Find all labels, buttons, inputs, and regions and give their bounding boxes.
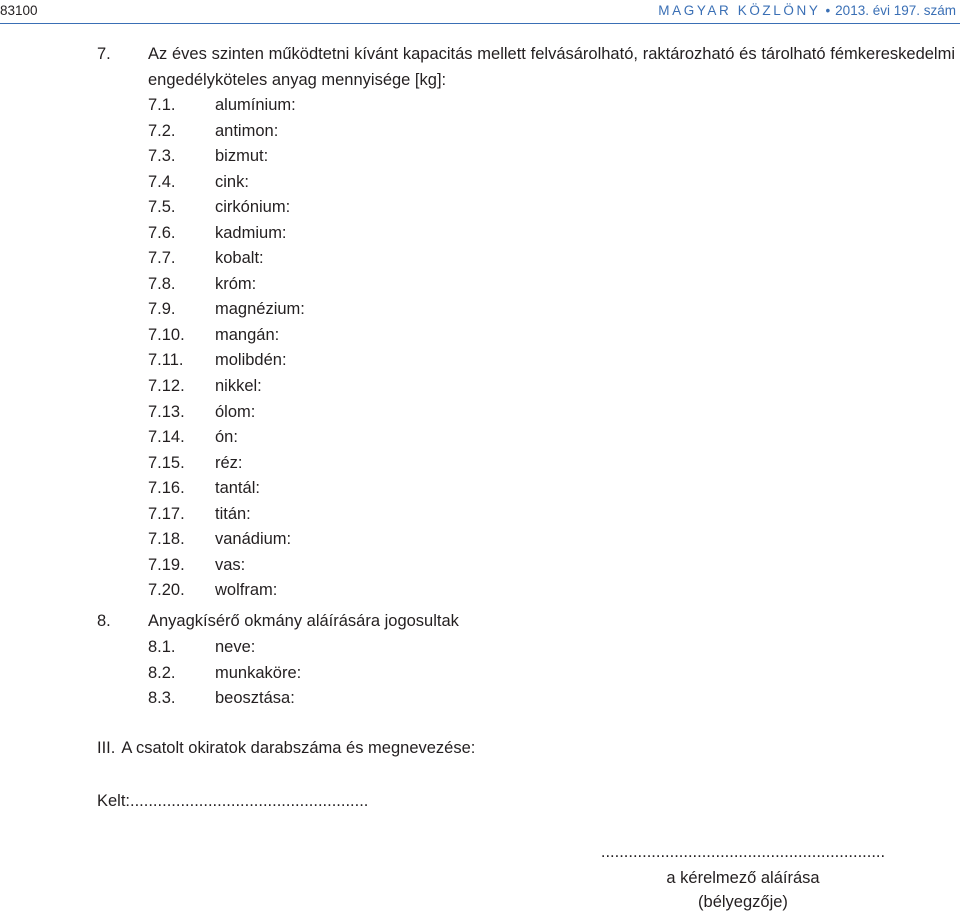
header-separator: • — [825, 3, 831, 18]
item-number: 7.3. — [148, 147, 176, 166]
header-rule — [0, 23, 960, 24]
item-label: cink: — [215, 172, 249, 191]
item-number: 7.12. — [148, 377, 185, 396]
item-number: 7.17. — [148, 504, 185, 523]
item-label: nikkel: — [215, 377, 262, 396]
section-iii — [97, 736, 475, 761]
journal-info — [658, 3, 956, 18]
item-number: 7.10. — [148, 325, 185, 344]
item-number: 7.14. — [148, 428, 185, 447]
date-line: Kelt:.................................................... — [97, 792, 369, 810]
signature-label: a kérelmező aláírása — [666, 869, 820, 887]
item-number: 7.1. — [148, 96, 176, 114]
item-number: 7.18. — [148, 530, 185, 549]
item-label: ón: — [215, 428, 238, 447]
item-label: mangán: — [215, 325, 280, 344]
section-8-number: 8. — [97, 612, 111, 630]
section-7 — [97, 42, 955, 93]
item-label: alumínium: — [215, 96, 296, 114]
stamp-label: (bélyegzője) — [698, 893, 788, 911]
section-7-number: 7. — [97, 45, 111, 63]
section-iii-number: III. — [97, 739, 116, 757]
item-label: tantál: — [215, 479, 260, 498]
item-label: vanádium: — [215, 530, 292, 549]
item-label: cirkónium: — [215, 198, 291, 217]
item-number: 7.9. — [148, 300, 176, 319]
item-number: 7.13. — [148, 402, 185, 421]
item-number: 8.1. — [148, 638, 176, 656]
item-label: titán: — [215, 504, 251, 523]
item-label: molibdén: — [215, 351, 287, 370]
section-8-title: Anyagkísérő okmány aláírására jogosultak — [148, 612, 459, 630]
section-7-text: Az éves szinten működtetni kívánt kapacitás mellett felvásárolható, raktározható és tárolható fémkereskedelmi engedélyköteles anyag mennyisége [kg]: — [148, 45, 955, 89]
item-label: beosztása: — [215, 689, 295, 708]
item-label: réz: — [215, 453, 243, 472]
item-number: 7.16. — [148, 479, 185, 498]
item-label: neve: — [215, 638, 256, 656]
item-label: antimon: — [215, 121, 279, 140]
item-label: ólom: — [215, 402, 256, 421]
item-number: 8.3. — [148, 689, 176, 708]
item-number: 8.2. — [148, 663, 176, 682]
item-label: vas: — [215, 555, 246, 574]
item-number: 7.5. — [148, 198, 176, 217]
item-number: 7.6. — [148, 223, 176, 242]
page-number: 83100 — [0, 3, 38, 18]
item-number: 7.20. — [148, 581, 185, 600]
item-number: 7.8. — [148, 274, 176, 293]
page-header — [0, 0, 960, 24]
signature-line: .............................................................. — [600, 843, 886, 861]
item-number: 7.2. — [148, 121, 176, 140]
journal-issue: 2013. évi 197. szám — [835, 3, 956, 18]
journal-name: MAGYAR KÖZLÖNY — [658, 3, 821, 18]
item-label: wolfram: — [215, 581, 278, 600]
item-label: munkaköre: — [215, 663, 302, 682]
item-label: króm: — [215, 274, 257, 293]
item-number: 7.19. — [148, 555, 185, 574]
item-label: bizmut: — [215, 147, 269, 166]
item-number: 7.7. — [148, 249, 176, 268]
item-number: 7.4. — [148, 172, 176, 191]
item-label: magnézium: — [215, 300, 305, 319]
item-label: kobalt: — [215, 249, 264, 268]
item-number: 7.15. — [148, 453, 185, 472]
section-iii-title: A csatolt okiratok darabszáma és megnevezése: — [121, 739, 476, 757]
item-label: kadmium: — [215, 223, 287, 242]
item-number: 7.11. — [148, 351, 184, 370]
signature-block — [600, 840, 886, 914]
